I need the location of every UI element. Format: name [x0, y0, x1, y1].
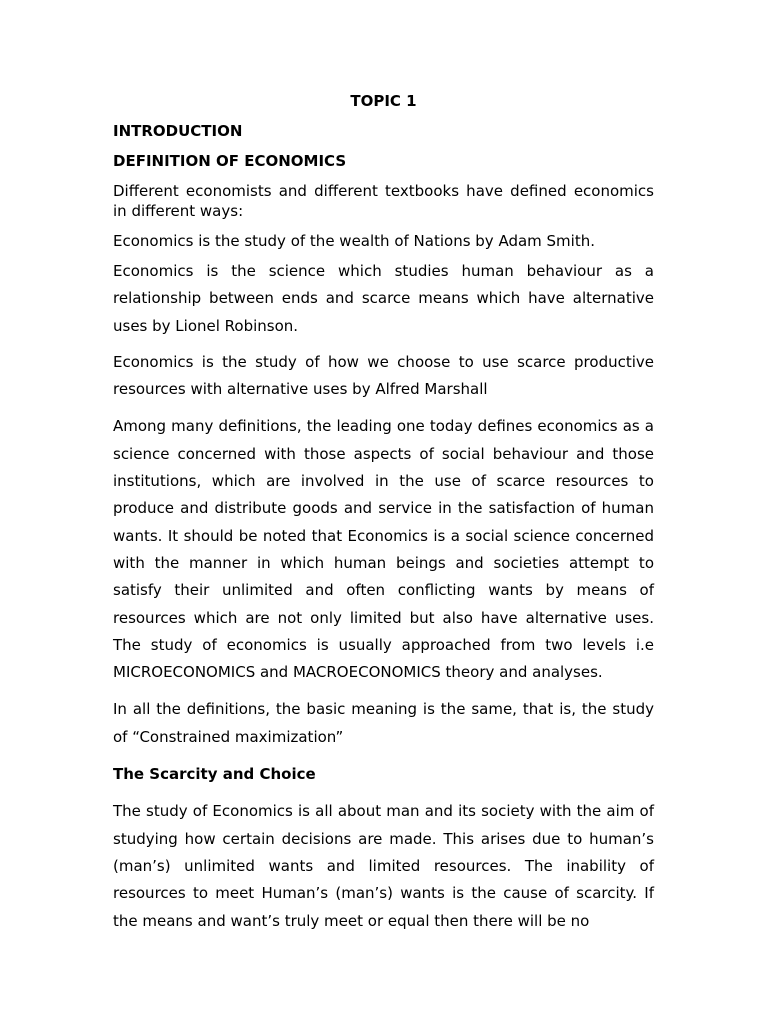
- paragraph-adam-smith: Economics is the study of the wealth of Nations by Adam Smith.: [113, 232, 595, 250]
- paragraph-constrained-maximization: In all the definitions, the basic meaning is the same, that is, the study of “Constrained maximization”: [113, 700, 654, 746]
- paragraph-scarcity: The study of Economics is all about man and its society with the aim of studying how certain decisions are made. This arises due to human’s (man’s) unlimited wants and limited resources. The inability of resources to meet Human’s (man’s) wants is the cause of scarcity. If the means and want’s truly meet or equal then there will be no: [113, 802, 654, 930]
- paragraph-lionel-robinson: Economics is the science which studies human behaviour as a relationship between ends and scarce means which have alternative uses by Lionel Robinson.: [113, 262, 654, 335]
- topic-title: TOPIC 1: [350, 92, 417, 110]
- heading-scarcity-and-choice: The Scarcity and Choice: [113, 765, 316, 784]
- paragraph-alfred-marshall: Economics is the study of how we choose to use scarce productive resources with alternative uses by Alfred Marshall: [113, 352, 654, 399]
- section-heading-introduction: INTRODUCTION: [113, 122, 243, 140]
- paragraph-leading-definition: Among many definitions, the leading one today defines economics as a science concerned with those aspects of social behaviour and those institutions, which are involved in the use of scarce resources to produce and distribute goods and service in the satisfaction of human wants. It should be noted that Economics is a social science concerned with the manner in which human beings and societies attempt to satisfy their unlimited and often conflicting wants by means of resources which are not only limited but also have alternative uses. The study of economics is usually approached from two levels i.e MICROECONOMICS and MACROECONOMICS theory and analyses.: [113, 417, 654, 682]
- subsection-heading-definition: DEFINITION OF ECONOMICS: [113, 152, 347, 170]
- paragraph-intro: Different economists and different textbooks have defined economics in different ways:: [113, 182, 654, 220]
- document-page: [113, 91, 654, 935]
